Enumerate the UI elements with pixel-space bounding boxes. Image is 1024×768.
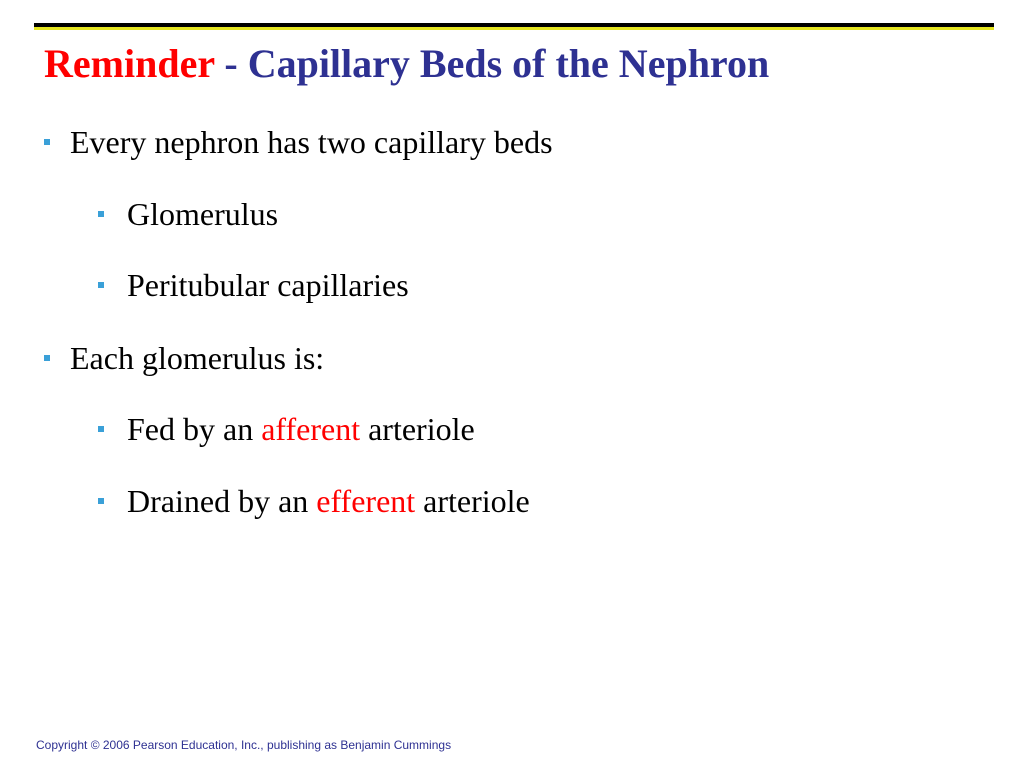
copyright-footer: Copyright © 2006 Pearson Education, Inc., publishing as Benjamin Cummings <box>36 738 452 752</box>
bullet-each-glomerulus <box>70 338 324 378</box>
title-separator: - <box>214 41 248 86</box>
bullet-glomerulus <box>127 194 278 234</box>
bullet-peritubular <box>127 265 409 305</box>
bullet-text: Peritubular capillaries <box>127 267 409 303</box>
bullet-highlight-afferent: afferent <box>261 411 361 447</box>
bullet-text: Every nephron has two capillary beds <box>70 124 553 160</box>
square-bullet-icon <box>98 498 104 504</box>
bullet-text-pre: Fed by an <box>127 411 262 447</box>
bullet-every-nephron <box>70 122 553 162</box>
bullet-fed-by-afferent <box>127 409 475 449</box>
bullet-text: Glomerulus <box>127 196 279 232</box>
bullet-text-post: arteriole <box>360 411 475 447</box>
bullet-text: Each glomerulus is: <box>70 340 325 376</box>
square-bullet-icon <box>44 355 50 361</box>
title-main: Capillary Beds of the Nephron <box>247 41 770 86</box>
bullet-text-pre: Drained by an <box>127 483 317 519</box>
square-bullet-icon <box>98 426 104 432</box>
bullet-highlight-efferent: efferent <box>316 483 416 519</box>
square-bullet-icon <box>98 282 104 288</box>
bullet-drained-by-efferent <box>127 481 530 521</box>
square-bullet-icon <box>44 139 50 145</box>
square-bullet-icon <box>98 211 104 217</box>
title-accent: Reminder <box>44 41 215 86</box>
bullet-text-post: arteriole <box>415 483 530 519</box>
